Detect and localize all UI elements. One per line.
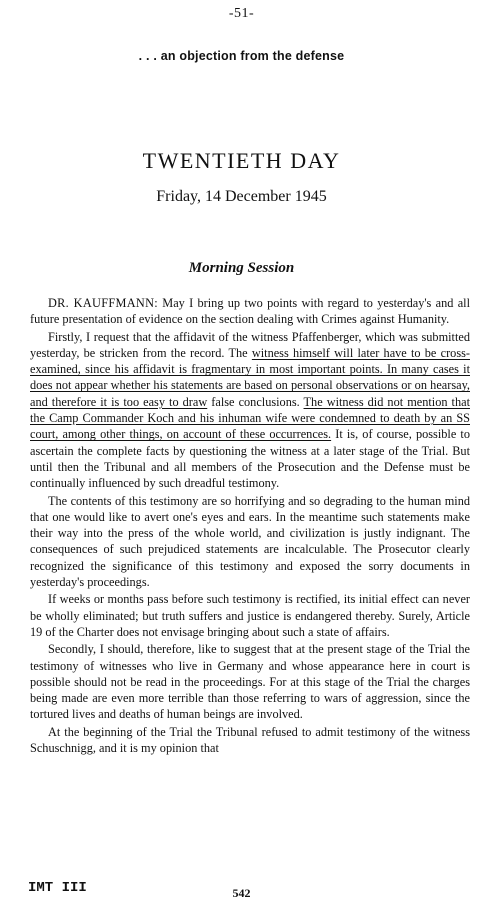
paragraph-6: At the beginning of the Trial the Tribunal refused to admit testimony of the witness Schuschnigg, and it is my opinion that [30,724,470,756]
paragraph-2-text-b: false conclusions. [207,394,304,409]
session-heading: Morning Session [188,260,295,276]
underlined-passage-1: witness himself will later have to be cross-examined, since his affidavit is fragmentary in most important points. In many cases it does not appear whether his statements are based on personal observations or on hearsay, and therefore it is too easy to draw [30,345,470,409]
paragraph-5: Secondly, I should, therefore, like to suggest that at the present stage of the Trial the testimony of witnesses who live in Germany and whose appearance here in court is possible should not be read in the proceedings. For at this stage of the Trial the charges being made are even more terrible than those referring to wars of aggression, since the tortured lives and deaths of human beings are involved. [30,642,470,722]
paragraph-1 [30,295,470,328]
paragraph-2-text-a: Firstly, I request that the affidavit of the witness Pfaffenberger, which was submitted yesterday, be stricken from the record. The [30,329,470,360]
day-title: TWENTIETH DAY [142,148,341,173]
top-page-number: -51- [228,6,255,21]
paragraph-4: If weeks or months pass before such testimony is rectified, its initial effect can never be wholly eliminated; but truth suffers and justice is endangered thereby. Surely, Article 19 of the Charter does not envisage bringing about such a state of affairs. [30,592,470,639]
body-text [30,295,470,756]
section-banner: . . . an objection from the defense [138,49,345,63]
session-date: Friday, 14 December 1945 [156,188,327,205]
speaker-name: DR. KAUFFMANN: [48,296,158,310]
paragraph-3: The contents of this testimony are so horrifying and so degrading to the human mind that one would like to avert one's eyes and ears. In the meantime such statements make their way into the press of the whole world, and civilization is justly indignant. The consequences of such prejudiced statements are incalculable. The Prosecutor clearly recognized the significance of this testimony and exposed the sorry documents in yesterday's proceedings. [30,493,470,590]
bottom-page-number: 542 [232,886,251,900]
paragraph-1-text: May I bring up two points with regard to yesterday's and all future presentation of evidence on the section dealing with Crimes against Humanity. [30,296,470,327]
underlined-passage-2: The witness did not mention that the Camp Commander Koch and his inhuman wife were condemned to death by an SS court, among other things, on account of these occurrences. [30,394,470,442]
paragraph-2-text-c: It is, of course, possible to ascertain the complete facts by questioning the witness at a later stage of the Trial. But until then the Tribunal and all members of the Prosecution and the Defense must be continually influenced by such dreadful testimony. [30,427,470,491]
paragraph-2 [30,329,470,492]
volume-label: IMT III [28,880,87,896]
